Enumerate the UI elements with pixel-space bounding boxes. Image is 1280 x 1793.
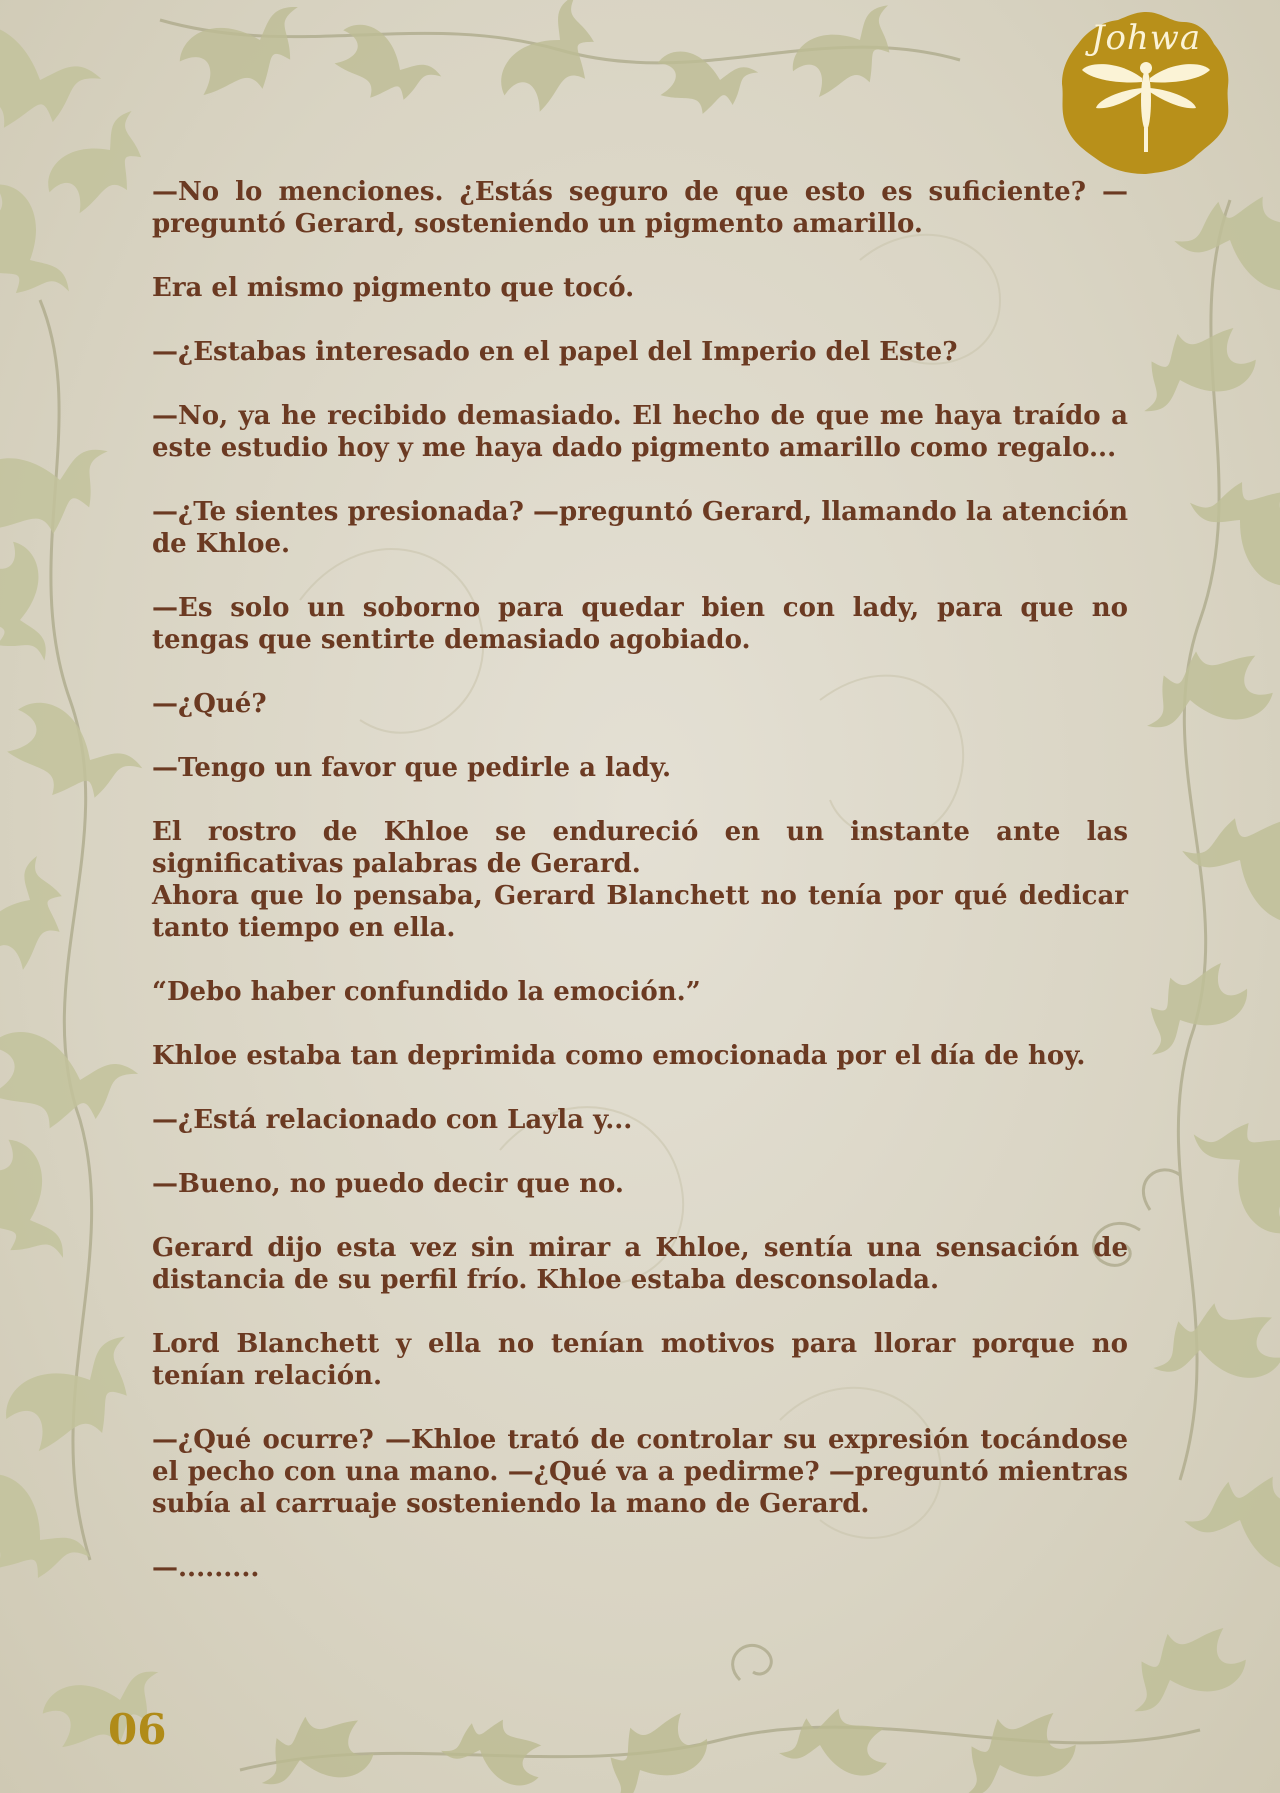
logo-text: Johwa [1090,18,1202,58]
paragraph: —¿Está relacionado con Layla y... [152,1105,633,1135]
paragraph: —Tengo un favor que pedirle a lady. [152,753,672,783]
paragraph: Gerard dijo esta vez sin mirar a Khloe, sentía una sensación de distancia de su perfil frío. Khloe estaba desconsolada. [152,1233,1128,1295]
paragraph: Ahora que lo pensaba, Gerard Blanchett no tenía por qué dedicar tanto tiempo en ella. [152,881,1128,943]
paragraph: —Es solo un soborno para quedar bien con lady, para que no tengas que sentirte demasiado agobiado. [152,593,1128,655]
johwa-logo [1058,8,1234,178]
paragraph: Era el mismo pigmento que tocó. [152,273,635,303]
paragraph: —¿Estabas interesado en el papel del Imperio del Este? [152,337,958,367]
paragraph: —No lo menciones. ¿Estás seguro de que esto es suficiente? —preguntó Gerard, sosteniendo un pigmento amarillo. [152,177,1128,239]
paragraph: —¿Qué ocurre? —Khloe trató de controlar su expresión tocándose el pecho con una mano. —¿Qué va a pedirme? —preguntó mientras subía al carruaje sosteniendo la mano de Gerard. [152,1425,1128,1519]
story-text [152,176,1128,1616]
paragraph: —No, ya he recibido demasiado. El hecho de que me haya traído a este estudio hoy y me haya dado pigmento amarillo como regalo... [152,401,1128,463]
paragraph: —¿Qué? [152,689,267,719]
paragraph: “Debo haber confundido la emoción.” [152,977,701,1007]
paragraph: Lord Blanchett y ella no tenían motivos para llorar porque no tenían relación. [152,1329,1128,1391]
paragraph: —Bueno, no puedo decir que no. [152,1169,624,1199]
paragraph: Khloe estaba tan deprimida como emocionada por el día de hoy. [152,1041,1086,1071]
page-number: 06 [108,1705,167,1754]
paragraph: —¿Te sientes presionada? —preguntó Gerard, llamando la atención de Khloe. [152,497,1128,559]
paragraph: El rostro de Khloe se endureció en un instante ante las significativas palabras de Gerard. [152,817,1128,879]
paragraph: —......... [152,1553,260,1583]
